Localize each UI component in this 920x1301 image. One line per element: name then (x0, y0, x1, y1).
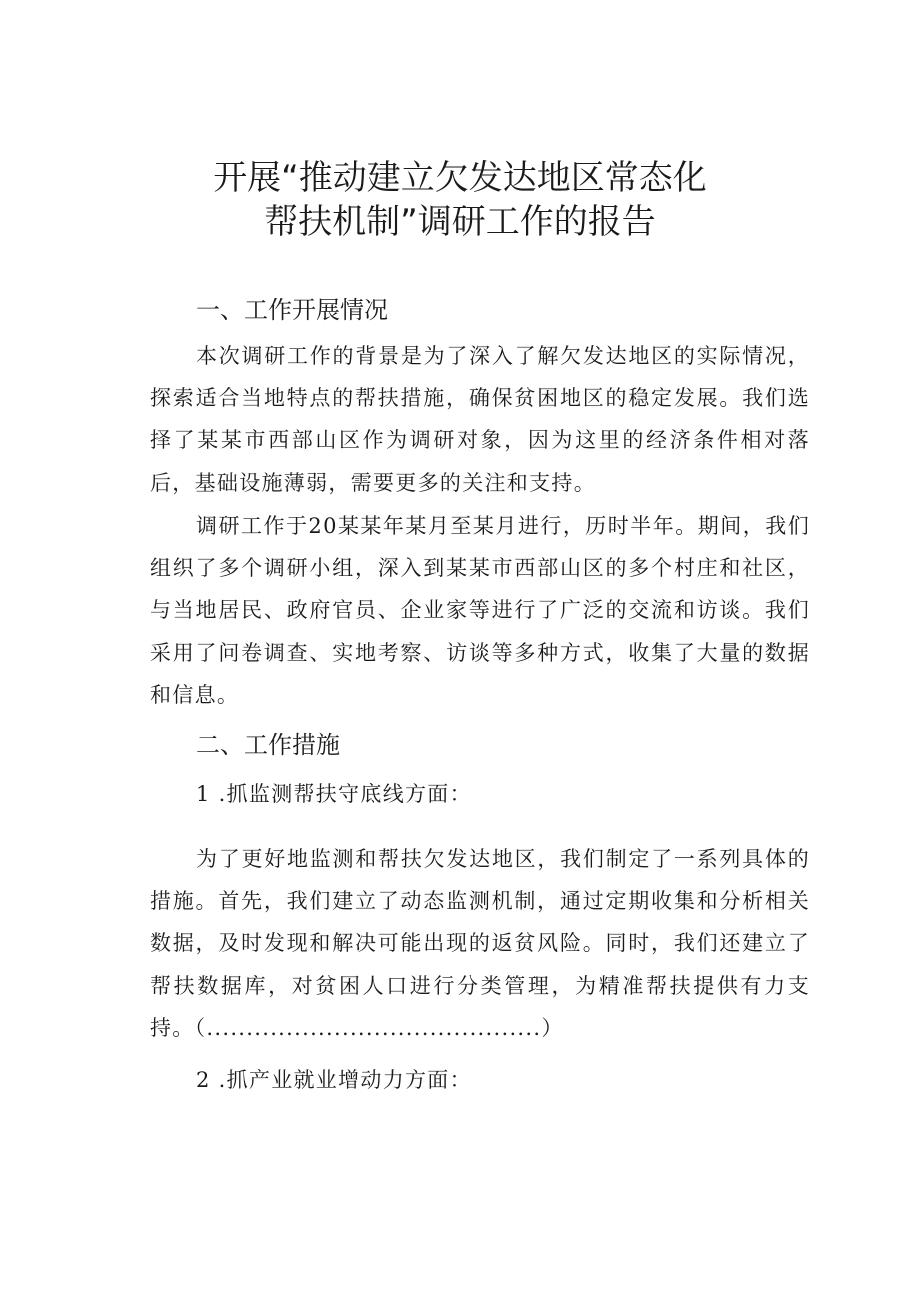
section-1-heading: 一、工作开展情况 (196, 296, 388, 324)
section-2-item-1-paragraph: 为了更好地监测和帮扶欠发达地区，我们制定了一系列具体的措施。首先，我们建立了动态监测机制，通过定期收集和分析相关数据，及时发现和解决可能出现的返贫风险。同时，我们还建立了帮扶数据库，对贫困人口进行分类管理，为精准帮扶提供有力支持。（..........................................） (150, 847, 810, 1040)
section-1-paragraph-1: 本次调研工作的背景是为了深入了解欠发达地区的实际情况，探索适合当地特点的帮扶措施，确保贫困地区的稳定发展。我们选择了某某市西部山区作为调研对象，因为这里的经济条件相对落后，基础设施薄弱，需要更多的关注和支持。 (150, 344, 810, 495)
report-title-line-2: 帮扶机制”调研工作的报告 (264, 202, 656, 242)
section-2-item-1-title: 1 .抓监测帮扶守底线方面： (196, 782, 472, 806)
section-1-paragraph-2: 调研工作于20某某年某月至某月进行，历时半年。期间，我们组织了多个调研小组，深入到某某市西部山区的多个村庄和社区，与当地居民、政府官员、企业家等进行了广泛的交流和访谈。我们采用了问卷调查、实地考察、访谈等多种方式，收集了大量的数据和信息。 (150, 514, 810, 707)
report-title-line-1: 开展“推动建立欠发达地区常态化 (213, 158, 707, 198)
section-2-item-2-title: 2 .抓产业就业增动力方面： (196, 1068, 472, 1092)
section-2-heading: 二、工作措施 (196, 731, 340, 759)
